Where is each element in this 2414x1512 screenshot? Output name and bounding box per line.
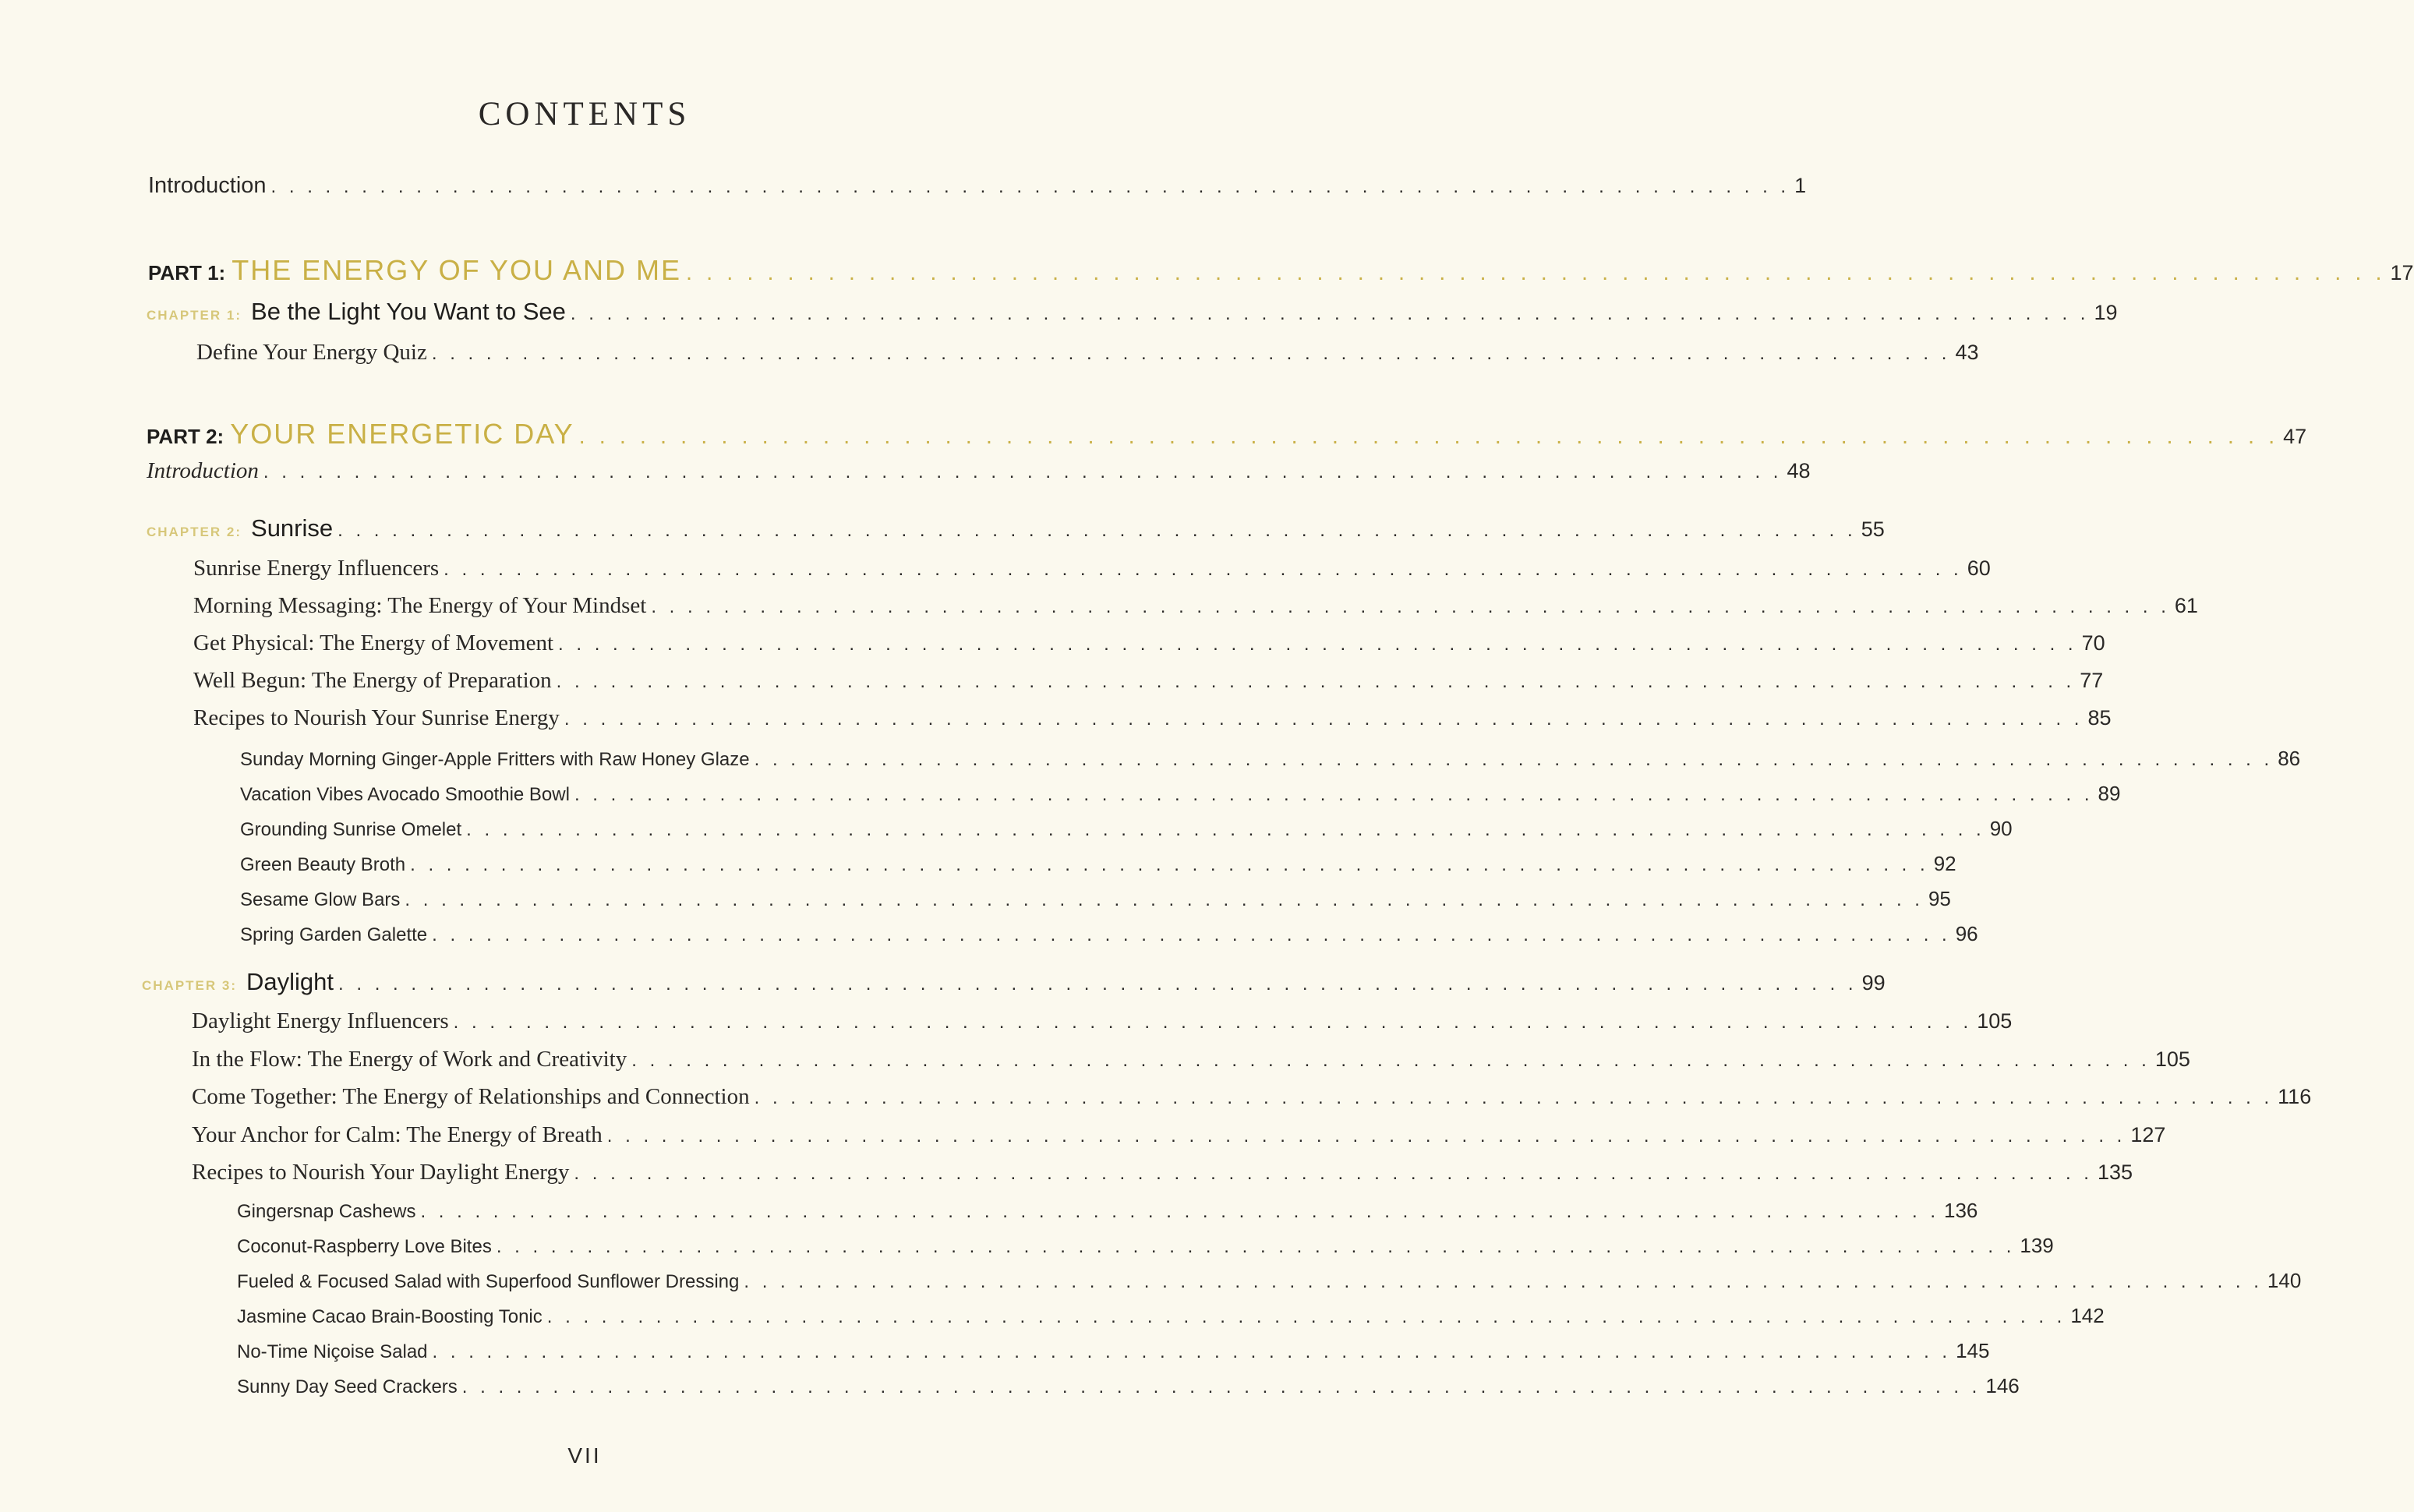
entry-page-number: 43 [1955, 341, 1979, 364]
leader-dots: . . . . . . . . . . . . . . . . . . . . . . . . . . . . . . . . . . . . . . . . . . . . . . . . . . . . . . . . . . . . . . . . . . . . . . . . . . . . . . . . . . . . [405, 889, 1924, 910]
leader-dots: . . . . . . . . . . . . . . . . . . . . . . . . . . . . . . . . . . . . . . . . . . . . . . . . . . . . . . . . . . . . . . . . . . . . . . . . . . . . . . . . . . . . [410, 854, 1929, 875]
entry-label: Introduction [147, 458, 259, 483]
entry-label-group [240, 819, 461, 841]
entry-page-number: 142 [2070, 1304, 2105, 1327]
entry-label: Well Begun: The Energy of Preparation [193, 668, 552, 693]
entry-page-number: 139 [2020, 1234, 2054, 1257]
leader-dots: . . . . . . . . . . . . . . . . . . . . . . . . . . . . . . . . . . . . . . . . . . . . . . . . . . . . . . . . . . . . . . . . . . . . . . . . . . . . . . . . . . . . [578, 424, 2279, 449]
entry-label-group [147, 458, 259, 484]
chapter-title: Daylight [246, 968, 334, 995]
toc-entry-part2-introduction[interactable] [147, 458, 1811, 484]
toc-part-2[interactable] [147, 418, 2307, 450]
entry-page-number: 89 [2098, 782, 2121, 805]
leader-dots: . . . . . . . . . . . . . . . . . . . . . . . . . . . . . . . . . . . . . . . . . . . . . . . . . . . . . . . . . . . . . . . . . . . . . . . . . . . . . . . . . . . . [558, 634, 2077, 655]
entry-page-number: 1 [1794, 174, 1807, 197]
entry-label: Spring Garden Galette [240, 924, 428, 945]
toc-recipe[interactable] [237, 1199, 1978, 1223]
entry-label-group [148, 254, 681, 287]
entry-page-number: 77 [2080, 669, 2104, 692]
entry-page-number: 48 [1787, 459, 1811, 482]
entry-label-group [192, 1084, 750, 1110]
toc-recipe[interactable] [237, 1374, 2020, 1398]
entry-label: No-Time Niçoise Salad [237, 1341, 428, 1362]
entry-label: Morning Messaging: The Energy of Your Mindset [193, 593, 647, 618]
entry-label: Sunny Day Seed Crackers [237, 1376, 458, 1397]
leader-dots: . . . . . . . . . . . . . . . . . . . . . . . . . . . . . . . . . . . . . . . . . . . . . . . . . . . . . . . . . . . . . . . . . . . . . . . . . . . . . . . . . . . . [263, 461, 1783, 482]
entry-label-group [237, 1201, 415, 1223]
entry-label: In the Flow: The Energy of Work and Creativity [192, 1046, 627, 1072]
toc-section[interactable] [192, 1084, 2312, 1110]
entry-label: Define Your Energy Quiz [196, 340, 427, 365]
entry-label-group [147, 514, 333, 542]
toc-chapter-1[interactable] [147, 298, 2118, 326]
entry-label-group [240, 889, 400, 911]
entry-label-group [237, 1236, 492, 1258]
part-title: THE ENERGY OF YOU AND ME [232, 254, 681, 286]
toc-recipe[interactable] [240, 817, 2013, 841]
leader-dots: . . . . . . . . . . . . . . . . . . . . . . . . . . . . . . . . . . . . . . . . . . . . . . . . . . . . . . . . . . . . . . . . . . . . . . . . . . . . . . . . . . . . [685, 260, 2386, 285]
entry-label: Recipes to Nourish Your Daylight Energy [192, 1160, 570, 1185]
entry-label-group [148, 173, 267, 199]
chapter-label: CHAPTER 2: [147, 525, 242, 539]
entry-label: Sunday Morning Ginger-Apple Fritters with Raw Honey Glaze [240, 749, 750, 770]
entry-page-number: 116 [2278, 1085, 2312, 1108]
entry-page-number: 140 [2267, 1269, 2302, 1292]
entry-label-group [192, 1160, 569, 1185]
toc-section[interactable] [192, 1122, 2166, 1148]
entry-page-number: 127 [2130, 1122, 2166, 1146]
entry-label: Come Together: The Energy of Relationships and Connection [192, 1084, 750, 1109]
toc-recipe[interactable] [237, 1234, 2054, 1258]
chapter-label: CHAPTER 3: [142, 978, 238, 993]
leader-dots: . . . . . . . . . . . . . . . . . . . . . . . . . . . . . . . . . . . . . . . . . . . . . . . . . . . . . . . . . . . . . . . . . . . . . . . . . . . . . . . . . . . . [651, 596, 2170, 617]
toc-recipe[interactable] [237, 1339, 1990, 1363]
toc-section[interactable] [193, 593, 2198, 619]
leader-dots: . . . . . . . . . . . . . . . . . . . . . . . . . . . . . . . . . . . . . . . . . . . . . . . . . . . . . . . . . . . . . . . . . . . . . . . . . . . . . . . . . . . . [754, 1087, 2274, 1108]
leader-dots: . . . . . . . . . . . . . . . . . . . . . . . . . . . . . . . . . . . . . . . . . . . . . . . . . . . . . . . . . . . . . . . . . . . . . . . . . . . . . . . . . . . . [574, 784, 2094, 805]
entry-page-number: 105 [1977, 1009, 2013, 1033]
entry-page-number: 136 [1944, 1199, 1978, 1222]
entry-label-group [192, 1047, 627, 1072]
toc-chapter-3[interactable] [142, 968, 1886, 996]
toc-recipe[interactable] [237, 1304, 2105, 1328]
toc-section[interactable] [193, 631, 2105, 656]
entry-label-group [240, 784, 570, 806]
entry-label: Coconut-Raspberry Love Bites [237, 1236, 492, 1257]
leader-dots: . . . . . . . . . . . . . . . . . . . . . . . . . . . . . . . . . . . . . . . . . . . . . . . . . . . . . . . . . . . . . . . . . . . . . . . . . . . . . . . . . . . . [431, 343, 1951, 364]
part-title: YOUR ENERGETIC DAY [230, 418, 574, 450]
entry-label: Green Beauty Broth [240, 854, 406, 875]
entry-page-number: 55 [1861, 518, 1885, 541]
entry-label-group [142, 968, 334, 996]
entry-page-number: 60 [1967, 556, 1991, 580]
leader-dots: . . . . . . . . . . . . . . . . . . . . . . . . . . . . . . . . . . . . . . . . . . . . . . . . . . . . . . . . . . . . . . . . . . . . . . . . . . . . . . . . . . . . [754, 749, 2274, 770]
chapter-title: Sunrise [251, 514, 334, 542]
entry-label-group [240, 749, 750, 771]
entry-page-number: 85 [2087, 706, 2112, 730]
chapter-title: Be the Light You Want to See [251, 298, 566, 325]
leader-dots: . . . . . . . . . . . . . . . . . . . . . . . . . . . . . . . . . . . . . . . . . . . . . . . . . . . . . . . . . . . . . . . . . . . . . . . . . . . . . . . . . . . . [606, 1125, 2126, 1146]
toc-section[interactable] [192, 1009, 2013, 1034]
entry-page-number: 146 [1985, 1374, 2020, 1397]
entry-label-group [192, 1122, 603, 1148]
toc-recipe[interactable] [240, 887, 1951, 911]
entry-page-number: 135 [2097, 1160, 2133, 1184]
toc-section[interactable] [193, 556, 1991, 581]
toc-recipe[interactable] [240, 922, 1978, 946]
entry-label: Recipes to Nourish Your Sunrise Energy [193, 705, 560, 730]
entry-page-number: 92 [1933, 852, 1956, 875]
entry-page-number: 47 [2283, 425, 2307, 448]
entry-label-group [147, 298, 566, 326]
entry-page-number: 61 [2174, 594, 2198, 617]
entry-label-group [193, 631, 553, 656]
leader-dots: . . . . . . . . . . . . . . . . . . . . . . . . . . . . . . . . . . . . . . . . . . . . . . . . . . . . . . . . . . . . . . . . . . . . . . . . . . . . . . . . . . . . [574, 1163, 2093, 1184]
leader-dots: . . . . . . . . . . . . . . . . . . . . . . . . . . . . . . . . . . . . . . . . . . . . . . . . . . . . . . . . . . . . . . . . . . . . . . . . . . . . . . . . . . . . [496, 1236, 2016, 1257]
page-number: VII [567, 1443, 602, 1468]
entry-label-group [237, 1271, 739, 1293]
leader-dots: . . . . . . . . . . . . . . . . . . . . . . . . . . . . . . . . . . . . . . . . . . . . . . . . . . . . . . . . . . . . . . . . . . . . . . . . . . . . . . . . . . . . [564, 708, 2084, 730]
entry-page-number: 86 [2278, 747, 2301, 770]
toc-section[interactable] [192, 1046, 2190, 1072]
toc-recipe[interactable] [240, 747, 2301, 771]
leader-dots: . . . . . . . . . . . . . . . . . . . . . . . . . . . . . . . . . . . . . . . . . . . . . . . . . . . . . . . . . . . . . . . . . . . . . . . . . . . . . . . . . . . . [570, 303, 2090, 324]
entry-page-number: 105 [2154, 1047, 2190, 1071]
entry-page-number: 70 [2081, 631, 2105, 655]
toc-section[interactable] [193, 705, 2112, 731]
leader-dots: . . . . . . . . . . . . . . . . . . . . . . . . . . . . . . . . . . . . . . . . . . . . . . . . . . . . . . . . . . . . . . . . . . . . . . . . . . . . . . . . . . . . [556, 671, 2076, 692]
entry-label-group [193, 705, 560, 731]
toc-section[interactable] [192, 1160, 2133, 1185]
entry-page-number: 90 [1989, 817, 2013, 840]
entry-label: Vacation Vibes Avocado Smoothie Bowl [240, 784, 570, 805]
part-label: PART 2: [147, 425, 224, 448]
leader-dots: . . . . . . . . . . . . . . . . . . . . . . . . . . . . . . . . . . . . . . . . . . . . . . . . . . . . . . . . . . . . . . . . . . . . . . . . . . . . . . . . . . . . [466, 819, 1985, 840]
toc-recipe[interactable] [240, 782, 2121, 806]
entry-label-group [193, 593, 646, 619]
leader-dots: . . . . . . . . . . . . . . . . . . . . . . . . . . . . . . . . . . . . . . . . . . . . . . . . . . . . . . . . . . . . . . . . . . . . . . . . . . . . . . . . . . . . [338, 973, 1857, 994]
leader-dots: . . . . . . . . . . . . . . . . . . . . . . . . . . . . . . . . . . . . . . . . . . . . . . . . . . . . . . . . . . . . . . . . . . . . . . . . . . . . . . . . . . . . [338, 520, 1857, 541]
entry-page-number: 99 [1861, 971, 1886, 994]
entry-label: Sunrise Energy Influencers [193, 556, 440, 581]
toc-recipe[interactable] [237, 1269, 2302, 1293]
entry-label-group [240, 854, 405, 876]
leader-dots: . . . . . . . . . . . . . . . . . . . . . . . . . . . . . . . . . . . . . . . . . . . . . . . . . . . . . . . . . . . . . . . . . . . . . . . . . . . . . . . . . . . . [546, 1306, 2066, 1327]
leader-dots: . . . . . . . . . . . . . . . . . . . . . . . . . . . . . . . . . . . . . . . . . . . . . . . . . . . . . . . . . . . . . . . . . . . . . . . . . . . . . . . . . . . . [744, 1271, 2263, 1292]
entry-label: Sesame Glow Bars [240, 889, 401, 910]
leader-dots: . . . . . . . . . . . . . . . . . . . . . . . . . . . . . . . . . . . . . . . . . . . . . . . . . . . . . . . . . . . . . . . . . . . . . . . . . . . . . . . . . . . . [432, 1341, 1952, 1362]
entry-page-number: 95 [1928, 887, 1951, 910]
entry-label-group [237, 1376, 458, 1398]
toc-part-1[interactable] [148, 254, 2414, 287]
entry-label-group [237, 1341, 428, 1363]
leader-dots: . . . . . . . . . . . . . . . . . . . . . . . . . . . . . . . . . . . . . . . . . . . . . . . . . . . . . . . . . . . . . . . . . . . . . . . . . . . . . . . . . . . . [420, 1201, 1940, 1222]
entry-label-group [147, 418, 574, 450]
leader-dots: . . . . . . . . . . . . . . . . . . . . . . . . . . . . . . . . . . . . . . . . . . . . . . . . . . . . . . . . . . . . . . . . . . . . . . . . . . . . . . . . . . . . [631, 1049, 2151, 1071]
entry-page-number: 17 [2390, 261, 2414, 284]
toc-chapter-2[interactable] [147, 514, 1885, 542]
leader-dots: . . . . . . . . . . . . . . . . . . . . . . . . . . . . . . . . . . . . . . . . . . . . . . . . . . . . . . . . . . . . . . . . . . . . . . . . . . . . . . . . . . . . [270, 176, 1790, 197]
entry-label: Your Anchor for Calm: The Energy of Breath [192, 1122, 603, 1147]
entry-label: Fueled & Focused Salad with Superfood Sunflower Dressing [237, 1271, 740, 1292]
leader-dots: . . . . . . . . . . . . . . . . . . . . . . . . . . . . . . . . . . . . . . . . . . . . . . . . . . . . . . . . . . . . . . . . . . . . . . . . . . . . . . . . . . . . [444, 559, 1963, 580]
toc-recipe[interactable] [240, 852, 1956, 876]
entry-page-number: 96 [1955, 922, 1978, 945]
entry-label: Gingersnap Cashews [237, 1201, 416, 1222]
entry-label: Daylight Energy Influencers [192, 1009, 449, 1033]
entry-label-group [192, 1009, 449, 1034]
part-label: PART 1: [148, 261, 226, 284]
entry-label-group [240, 924, 427, 946]
entry-label: Grounding Sunrise Omelet [240, 819, 462, 840]
entry-label-group [237, 1306, 543, 1328]
entry-label: Introduction [148, 173, 267, 198]
leader-dots: . . . . . . . . . . . . . . . . . . . . . . . . . . . . . . . . . . . . . . . . . . . . . . . . . . . . . . . . . . . . . . . . . . . . . . . . . . . . . . . . . . . . [453, 1012, 1973, 1033]
entry-label: Jasmine Cacao Brain-Boosting Tonic [237, 1306, 543, 1327]
chapter-label: CHAPTER 1: [147, 308, 242, 323]
toc-entry-introduction[interactable] [148, 173, 1807, 199]
entry-label: Get Physical: The Energy of Movement [193, 631, 554, 655]
entry-label-group [193, 668, 552, 694]
toc-entry[interactable] [196, 340, 1979, 366]
leader-dots: . . . . . . . . . . . . . . . . . . . . . . . . . . . . . . . . . . . . . . . . . . . . . . . . . . . . . . . . . . . . . . . . . . . . . . . . . . . . . . . . . . . . [461, 1376, 1981, 1397]
entry-label-group [193, 556, 439, 581]
page-title: CONTENTS [478, 96, 691, 132]
entry-page-number: 145 [1956, 1339, 1990, 1362]
leader-dots: . . . . . . . . . . . . . . . . . . . . . . . . . . . . . . . . . . . . . . . . . . . . . . . . . . . . . . . . . . . . . . . . . . . . . . . . . . . . . . . . . . . . [432, 924, 1951, 945]
toc-section[interactable] [193, 668, 2104, 694]
entry-page-number: 19 [2094, 301, 2118, 324]
entry-label-group [196, 340, 427, 366]
